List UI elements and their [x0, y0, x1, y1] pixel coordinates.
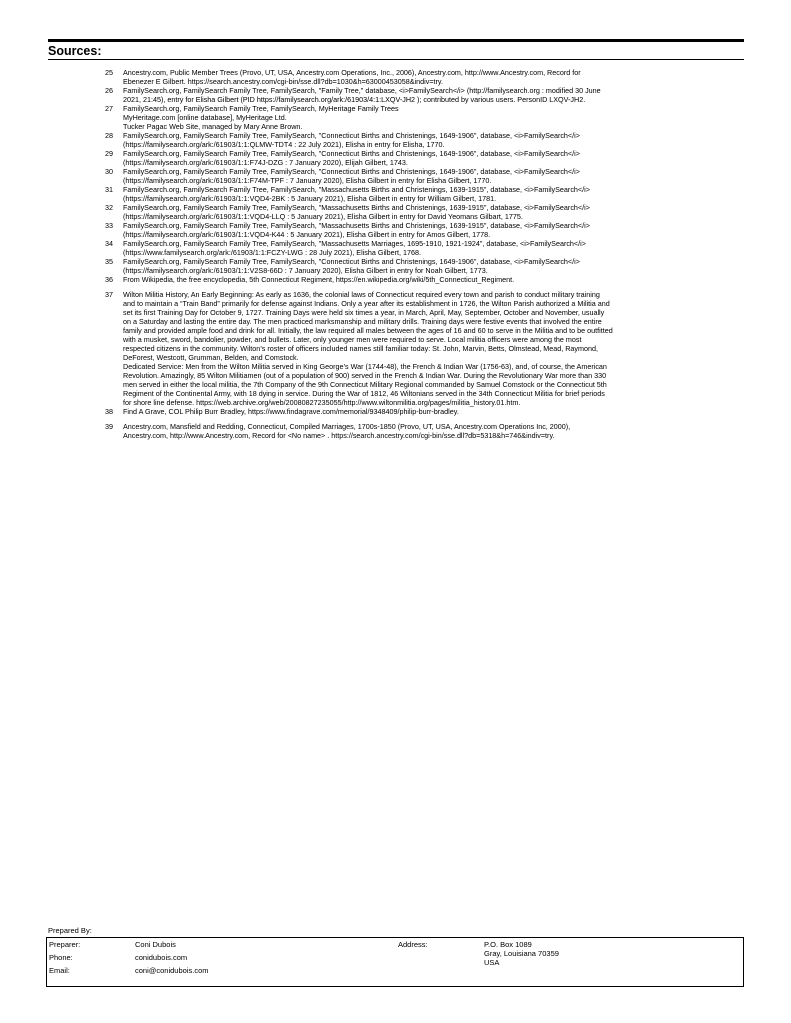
source-entry-31: [105, 185, 745, 203]
source-number: 38: [105, 407, 113, 416]
source-entry-34: [105, 239, 745, 257]
source-number: 26: [105, 86, 113, 95]
source-entry-32: [105, 203, 745, 221]
source-number: 25: [105, 68, 113, 77]
source-entry-33: [105, 221, 745, 239]
source-entry-25: [105, 68, 745, 86]
sources-title: Sources:: [48, 44, 102, 58]
phone-label: Phone:: [49, 953, 73, 962]
source-number: 30: [105, 167, 113, 176]
email-label: Email:: [49, 966, 70, 975]
source-text: FamilySearch.org, FamilySearch Family Tree, FamilySearch, "Massachusetts Births and Christenings, 1639-1915", database, <i>FamilySearch</i> (https://familysearch.org/ark:/61903/1:1:VQD4-K44 : 5 January 2021), Elisha Gilbert in entry for Amos Gilbert, 1778.: [123, 221, 590, 239]
heading-rule: [48, 59, 744, 60]
phone-value: conidubois.com: [135, 953, 188, 962]
sources-list: [105, 68, 745, 440]
address-line-3: USA: [484, 958, 500, 967]
source-entry-39: [105, 422, 745, 440]
preparer-label: Preparer:: [49, 940, 81, 949]
source-text: FamilySearch.org, FamilySearch Family Tree, FamilySearch, "Connecticut Births and Christenings, 1649-1906", database, <i>FamilySearch</i> (https://familysearch.org/ark:/61903/1:1:F74M-TPF : 7 January 2020), Elisha Gilbert in entry for Elisha Gilbert, 1770.: [123, 167, 580, 185]
source-text: FamilySearch.org, FamilySearch Family Tree, FamilySearch, "Massachusetts Marriages, 1695-1910, 1921-1924", database, <i>FamilySearch</i> (https://www.familysearch.org/ark:/61903/1:1:FCZY-LWG : 28 July 2021), Elisha Gilbert, 1768.: [123, 239, 586, 257]
source-entry-29: [105, 149, 745, 167]
source-entry-30: [105, 167, 745, 185]
source-entry-27: [105, 104, 745, 131]
source-entry-28: [105, 131, 745, 149]
source-number: 29: [105, 149, 113, 158]
source-entry-35: [105, 257, 745, 275]
address-line-1: P.O. Box 1089: [484, 940, 532, 949]
source-text: FamilySearch.org, FamilySearch Family Tree, FamilySearch, "Massachusetts Births and Christenings, 1639-1915", database, <i>FamilySearch</i> (https://familysearch.org/ark:/61903/1:1:VQD4-2BK : 5 January 2021), Elisha Gilbert in entry for William Gilbert, 1781.: [123, 185, 590, 203]
source-entry-37: [105, 290, 745, 407]
source-text: FamilySearch.org, FamilySearch Family Tree, FamilySearch, "Massachusetts Births and Christenings, 1639-1915", database, <i>FamilySearch</i> (https://familysearch.org/ark:/61903/1:1:VQD4-LLQ : 5 January 2021), Elisha Gilbert in entry for David Yeomans Gilbart, 1775.: [123, 203, 590, 221]
source-number: 28: [105, 131, 113, 140]
source-text: Find A Grave, COL Philip Burr Bradley, https://www.findagrave.com/memorial/9348409/philip-burr-bradley.: [123, 407, 459, 416]
source-text: FamilySearch.org, FamilySearch Family Tree, FamilySearch, "Family Tree," database, <i>FamilySearch</i> (http://familysearch.org : modified 30 June 2021, 21:45), entry for Elisha Gilbert (PID https://familysearch.org/ark:/61903/4:1:LXQV-JH2 ); contributed by various users. PersonID LXQV-JH2.: [123, 86, 601, 104]
preparer-box: [46, 937, 744, 987]
source-text: FamilySearch.org, FamilySearch Family Tree, FamilySearch, "Connecticut Births and Christenings, 1649-1906", database, <i>FamilySearch</i> (https://familysearch.org/ark:/61903/1:1:QLMW-TDT4 : 22 July 2021), Elisha in entry for Elisha, 1770.: [123, 131, 580, 149]
source-text: Ancestry.com, Mansfield and Redding, Connecticut, Compiled Marriages, 1700s-1850 (Provo, UT, USA, Ancestry.com Operations Inc, 2000), Ancestry.com, http://www.Ancestry.com, Record for <No name> . https://search.ancestry.com/cgi-bin/sse.dll?db=5318&h=746&indiv=try.: [123, 422, 571, 440]
source-number: 37: [105, 290, 113, 299]
source-entry-26: [105, 86, 745, 104]
source-number: 33: [105, 221, 113, 230]
source-entry-36: [105, 275, 745, 284]
source-number: 34: [105, 239, 113, 248]
source-text: FamilySearch.org, FamilySearch Family Tree, FamilySearch, "Connecticut Births and Christenings, 1649-1906", database, <i>FamilySearch</i> (https://familysearch.org/ark:/61903/1:1:V2S8-66D : 7 January 2020), Elisha Gilbert in entry for Noah Gilbert, 1773.: [123, 257, 580, 275]
source-number: 35: [105, 257, 113, 266]
source-number: 36: [105, 275, 113, 284]
source-text: From Wikipedia, the free encyclopedia, 5th Connecticut Regiment, https://en.wikipedia.org/wiki/5th_Connecticut_Regiment.: [123, 275, 515, 284]
source-text: Ancestry.com, Public Member Trees (Provo, UT, USA, Ancestry.com Operations, Inc., 2006), Ancestry.com, http://www.Ancestry.com, Record for Ebenezer E Gilbert. https://search.ancestry.com/cgi-bin/sse.dll?db=1030&h=63000453058&indiv=try.: [123, 68, 581, 86]
address-line-2: Gray, Louisiana 70359: [484, 949, 559, 958]
source-number: 31: [105, 185, 113, 194]
source-entry-38: [105, 407, 745, 416]
source-text: FamilySearch.org, FamilySearch Family Tree, FamilySearch, "Connecticut Births and Christenings, 1649-1906", database, <i>FamilySearch</i> (https://familysearch.org/ark:/61903/1:1:F74J-DZG : 7 January 2020), Elijah Gilbert, 1743.: [123, 149, 580, 167]
preparer-name: Coni Dubois: [135, 940, 176, 949]
email-value: coni@conidubois.com: [135, 966, 209, 975]
source-text: FamilySearch.org, FamilySearch Family Tree, FamilySearch, MyHeritage Family Trees MyHeritage.com [online database], MyHeritage Ltd. Tucker Pagac Web Site, managed by Mary Anne Brown.: [123, 104, 399, 131]
source-number: 32: [105, 203, 113, 212]
source-number: 39: [105, 422, 113, 431]
prepared-by-label: Prepared By:: [48, 926, 92, 935]
address-label: Address:: [398, 940, 428, 949]
sources-header: [48, 39, 744, 60]
source-number: 27: [105, 104, 113, 113]
source-text: Wilton Militia History, An Early Beginning: As early as 1636, the colonial laws of Connecticut required every town and parish to conduct military training and to maintain a “Train Band” primarily for defense against Indians. Only a year after its establishment in 1726, the Wilton Parish authorized a Militia and set its first Training Day for October 9, 1727. Training Days were held six times a year, in March, April, May, September, October and November, usually on a Saturday and lasting the entire day. The men practiced marksmanship and military drills. Training days were festive events that involved the entire family and provided ample food and drink for all. Initially, the law required all males between the ages of 16 and 60 to serve in the Militia and to be outfitted with a musket, sword, bandolier, powder, and bullets. Later, only younger men were required to serve. Local militia officers were among the most respected citizens in the community. Wilton’s roster of officers included names still familiar today: St. John, Marvin, Betts, Olmstead, Mead, Raymond, DeForest, Westcott, Grumman, Belden, and Comstock. Dedicated Service: Men from the Wilton Militia served in King George’s War (1744-48), the French & Indian War (1756-63), and, of course, the American Revolution. Amazingly, 85 Wilton Militiamen (out of a population of 900) served in the French & Indian War. During the Revolutionary War more than 330 men served in either the local militia, the 7th Company of the 9th Connecticut Military Regional commanded by Samuel Comstock or the Connecticut 5th Regiment of the Continental Army, with 18 dying in service. During the War of 1812, 46 Wiltonians served in the 34th Connecticut Militia for brief periods for shore line defense. https://web.archive.org/web/20080827235055/http://www.wiltonmilitia.org/pages/militia_history.01.htm.: [123, 290, 613, 407]
